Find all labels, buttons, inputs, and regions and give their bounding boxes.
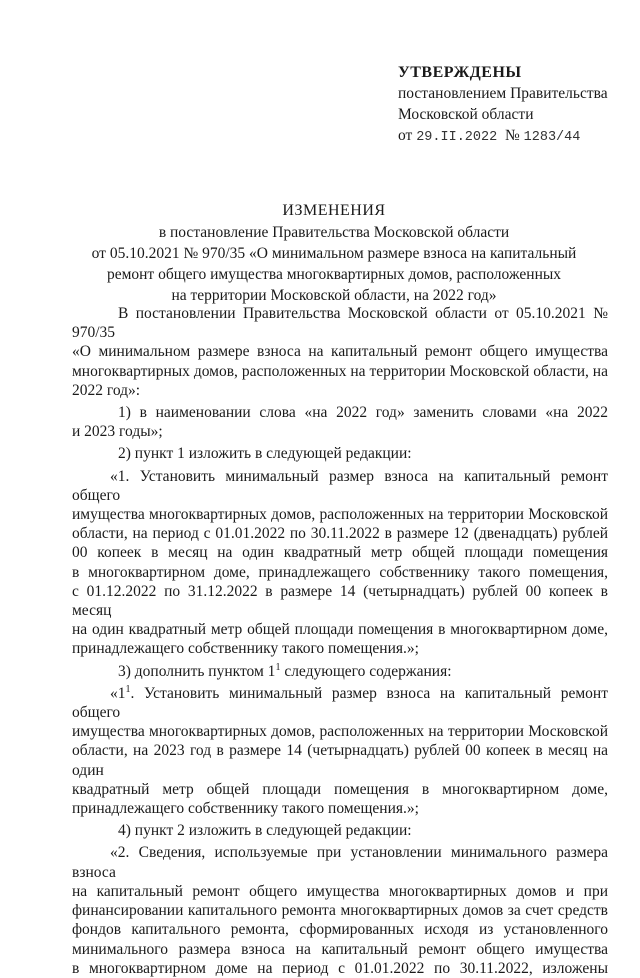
title-line-2: от 05.10.2021 № 970/35 «О минимальном размере взноса на капитальный bbox=[91, 245, 577, 262]
intro-line-2: «О минимальном размере взноса на капитальный ремонт общего имущества bbox=[72, 343, 608, 361]
point-2-line-6: в многоквартирном доме на период с 01.01.2022 по 30.11.2022, изложены bbox=[72, 959, 608, 977]
document-title bbox=[60, 200, 608, 306]
title-line-4: на территории Московской области, на 2022 год» bbox=[171, 287, 497, 304]
approval-block bbox=[398, 62, 608, 148]
number-value: 1283/44 bbox=[523, 130, 581, 145]
point-1-1-text: . Установить минимальный размер взноса на капитальный ремонт общего bbox=[72, 684, 608, 722]
approval-line-1: постановлением Правительства bbox=[398, 85, 608, 102]
point-1-1-superscript: 1 bbox=[125, 683, 131, 695]
item-2: 2) пункт 1 изложить в следующей редакции: bbox=[118, 445, 412, 463]
point-1-line-3: области, на период с 01.01.2022 по 30.11.2022 в размере 12 (двенадцать) рублей bbox=[72, 525, 608, 543]
point-1-1-line-3: области, на 2023 год в размере 14 (четырнадцать) рублей 00 копеек в месяц на один bbox=[72, 742, 608, 779]
item-3-text: 3) дополнить пунктом 1 bbox=[118, 662, 276, 680]
document-body bbox=[72, 304, 608, 978]
title-line-1: в постановление Правительства Московской области bbox=[158, 224, 510, 241]
intro-line-3: многоквартирных домов, расположенных на территории Московской области, на bbox=[72, 362, 608, 380]
point-2-line-3: финансировании капитального ремонта многоквартирных домов за счет средств bbox=[72, 902, 608, 920]
item-3 bbox=[72, 662, 608, 681]
number-prefix: № bbox=[504, 127, 520, 144]
point-2-line-1: «2. Сведения, используемые при установлении минимального размера взноса bbox=[72, 844, 608, 881]
point-1-1-line-5: принадлежащего собственнику такого помещения.»; bbox=[72, 800, 419, 818]
point-2-line-2: на капитальный ремонт общего имущества многоквартирных домов и при bbox=[72, 882, 608, 900]
point-2-line-5: минимального размера взноса на капитальный ремонт общего имущества bbox=[72, 940, 608, 958]
date-value: 29.II.2022 bbox=[416, 130, 498, 145]
approval-date-line bbox=[398, 125, 608, 148]
point-1-line-7: на один квадратный метр общей площади помещения в многоквартирном доме, bbox=[72, 621, 608, 639]
point-1-1-line-1 bbox=[72, 684, 608, 722]
point-1-line-1: «1. Установить минимальный размер взноса на капитальный ремонт общего bbox=[72, 467, 608, 504]
point-1-1-number: «1 bbox=[110, 684, 126, 702]
point-1-1-line-2: имущества многоквартирных домов, расположенных на территории Московской bbox=[72, 723, 608, 741]
point-1-line-8: принадлежащего собственнику такого помещения.»; bbox=[72, 640, 419, 658]
approval-heading: УТВЕРЖДЕНЫ bbox=[398, 64, 522, 81]
intro-line-1: В постановлении Правительства Московской области от 05.10.2021 № 970/35 bbox=[72, 305, 608, 342]
point-1-line-6: с 01.12.2022 по 31.12.2022 в размере 14 (четырнадцать) рублей 00 копеек в месяц bbox=[72, 582, 608, 620]
item-3-text-end: следующего содержания: bbox=[280, 662, 452, 680]
item-1-line-2: и 2023 годы»; bbox=[72, 423, 163, 441]
intro-line-4: 2022 год»: bbox=[72, 381, 141, 399]
approval-line-2: Московской области bbox=[398, 106, 534, 123]
point-1-line-4: 00 копеек в месяц на один квадратный метр общей площади помещения bbox=[72, 544, 608, 562]
title-line-3: ремонт общего имущества многоквартирных домов, расположенных bbox=[106, 266, 562, 283]
date-prefix: от bbox=[398, 127, 413, 144]
item-4: 4) пункт 2 изложить в следующей редакции: bbox=[118, 822, 412, 840]
point-2-line-4: фондов капитального ремонта, сформированных исходя из установленного bbox=[72, 921, 608, 939]
item-1-line-1: 1) в наименовании слова «на 2022 год» заменить словами «на 2022 bbox=[118, 404, 608, 422]
point-1-line-5: в многоквартирном доме, принадлежащего собственнику такого помещения, bbox=[72, 563, 608, 581]
title-main: ИЗМЕНЕНИЯ bbox=[282, 202, 386, 219]
point-1-1-line-4: квадратный метр общей площади помещения в многоквартирном доме, bbox=[72, 780, 608, 798]
point-1-line-2: имущества многоквартирных домов, расположенных на территории Московской bbox=[72, 506, 608, 524]
item-3-superscript: 1 bbox=[275, 661, 281, 673]
